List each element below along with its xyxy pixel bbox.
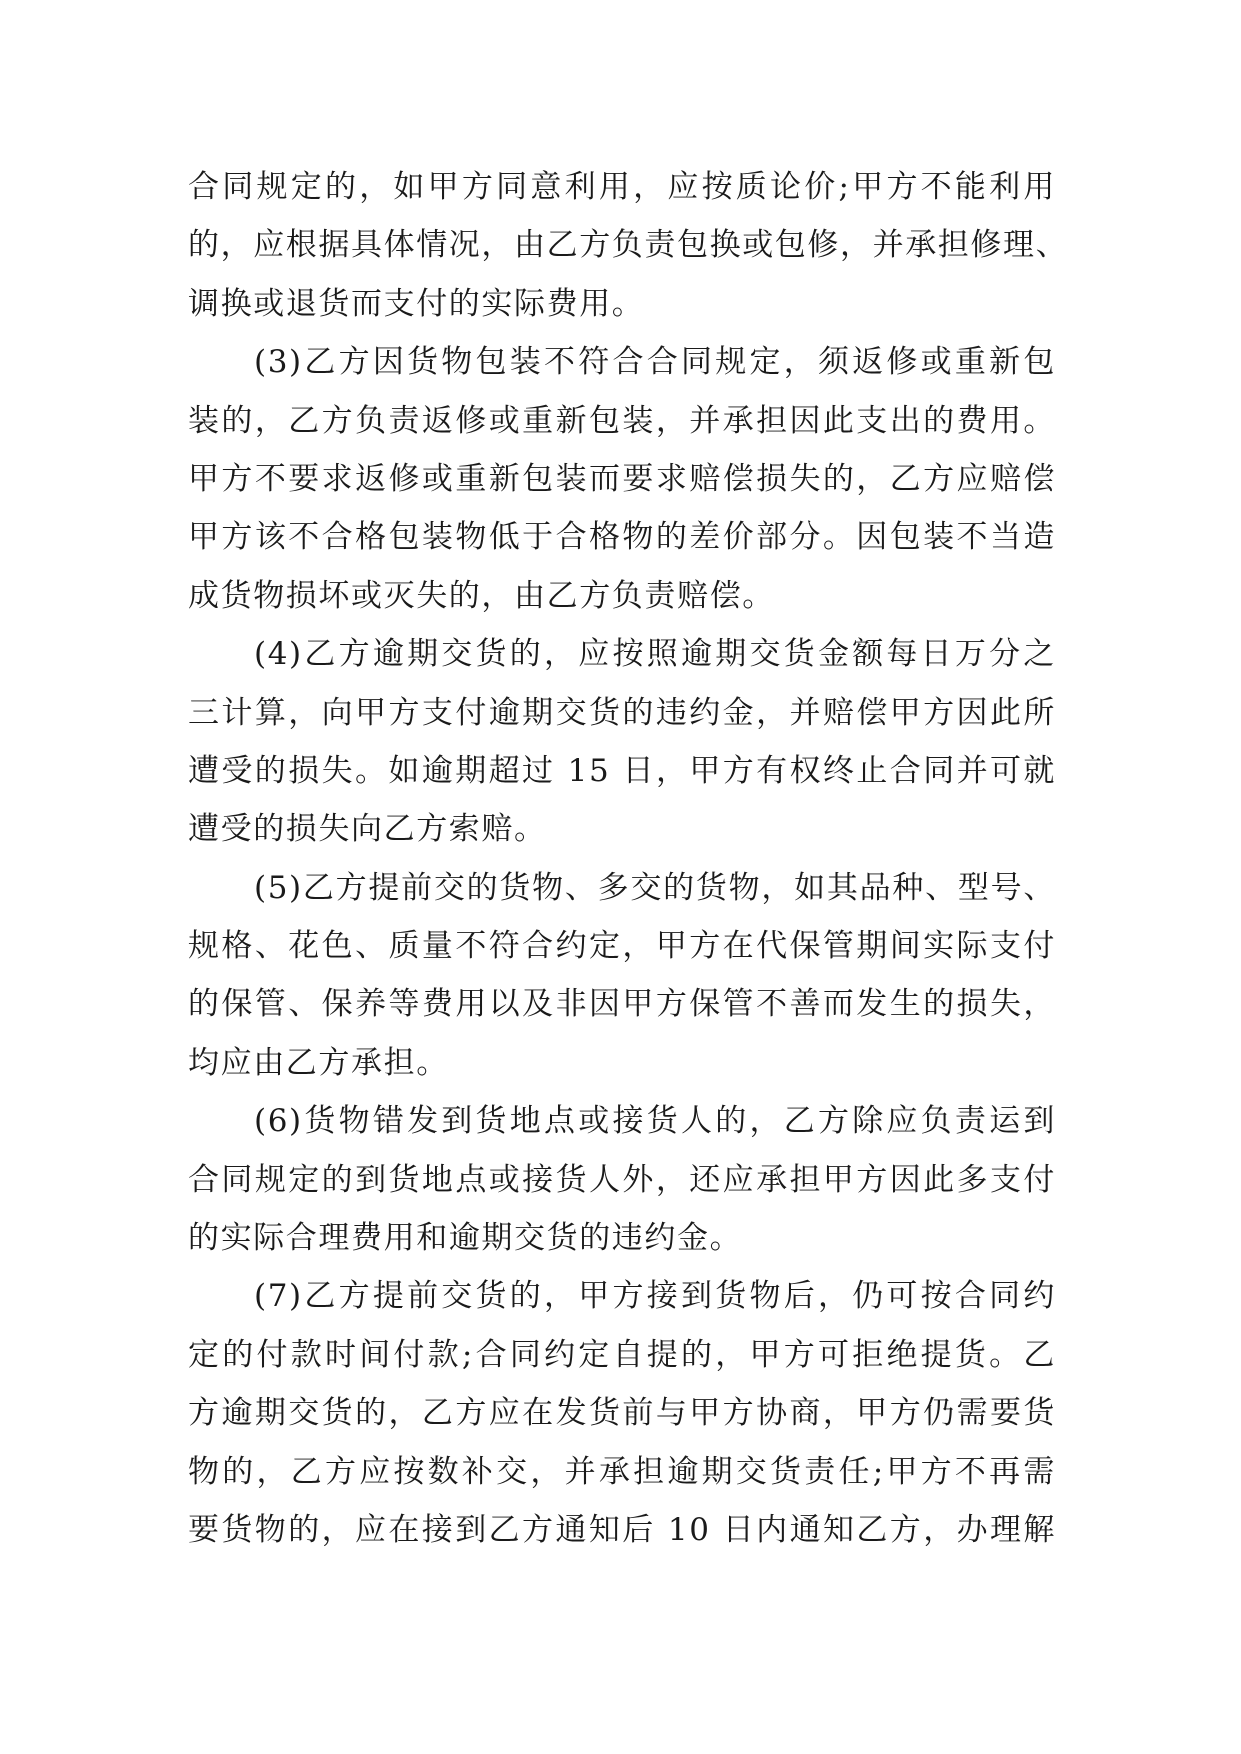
text-line: 的保管、保养等费用以及非因甲方保管不善而发生的损失， [188,986,1056,1023]
text-line: 装的，乙方负责返修或重新包装，并承担因此支出的费用。 [188,402,1056,439]
document-body [188,158,1069,1559]
text-line: 物的，乙方应按数补交，并承担逾期交货责任;甲方不再需 [188,1453,1056,1490]
paragraph-3 [188,333,1056,625]
paragraph-5 [188,859,1056,1093]
text-line: (7)乙方提前交货的，甲方接到货物后，仍可按合同约 [254,1278,1056,1315]
paragraph-6 [188,1092,1056,1267]
text-line: 要货物的，应在接到乙方通知后 10 日内通知乙方，办理解 [188,1511,1056,1548]
paragraph-7 [188,1267,1056,1559]
text-line: 调换或退货而支付的实际费用。 [188,285,645,322]
text-line: 成货物损坏或灭失的，由乙方负责赔偿。 [188,577,775,614]
paragraph-4 [188,625,1056,859]
text-line: 方逾期交货的，乙方应在发货前与甲方协商，甲方仍需要货 [188,1395,1056,1432]
text-line: 合同规定的，如甲方同意利用，应按质论价;甲方不能利用 [188,169,1056,205]
text-line: 定的付款时间付款;合同约定自提的，甲方可拒绝提货。乙 [188,1336,1056,1373]
text-line: (6)货物错发到货地点或接货人的，乙方除应负责运到 [254,1103,1056,1140]
text-line: 遭受的损失向乙方索赔。 [188,811,547,848]
text-line: (4)乙方逾期交货的，应按照逾期交货金额每日万分之 [254,636,1056,673]
text-line: 合同规定的到货地点或接货人外，还应承担甲方因此多支付 [188,1161,1056,1198]
text-line: 均应由乙方承担。 [188,1044,449,1081]
text-line: 的，应根据具体情况，由乙方负责包换或包修，并承担修理、 [188,227,1069,264]
text-line: 甲方不要求返修或重新包装而要求赔偿损失的，乙方应赔偿 [188,460,1056,497]
text-line: 的实际合理费用和逾期交货的违约金。 [188,1220,743,1257]
text-line: (3)乙方因货物包装不符合合同规定，须返修或重新包 [254,344,1056,381]
text-line: 甲方该不合格包装物低于合格物的差价部分。因包装不当造 [188,519,1056,556]
paragraph-continuation [188,158,1069,333]
text-line: (5)乙方提前交的货物、多交的货物，如其品种、型号、 [254,869,1056,906]
text-line: 遭受的损失。如逾期超过 15 日，甲方有权终止合同并可就 [188,752,1056,789]
text-line: 三计算，向甲方支付逾期交货的违约金，并赔偿甲方因此所 [188,694,1056,731]
text-line: 规格、花色、质量不符合约定，甲方在代保管期间实际支付 [188,928,1056,965]
